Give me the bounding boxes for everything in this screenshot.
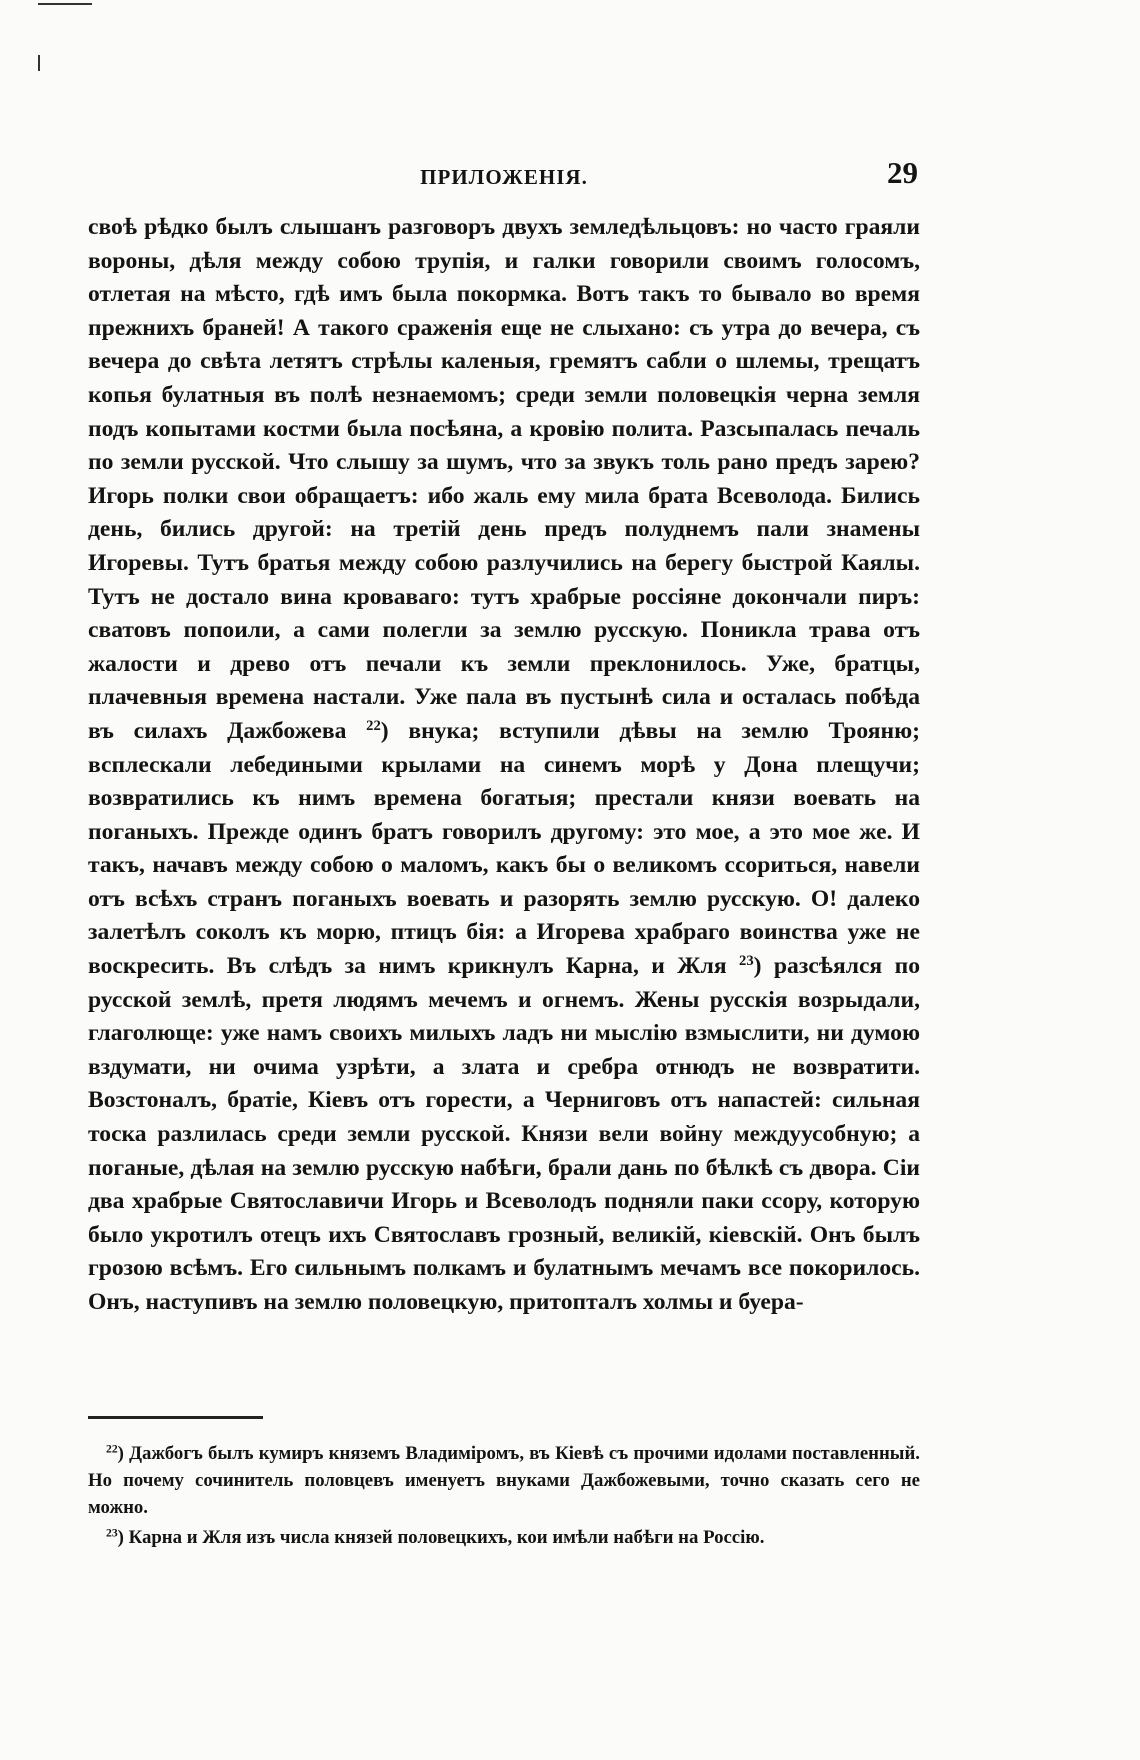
- footnote-separator: [88, 1416, 263, 1419]
- footnote-text: ) Карна и Жля изъ числа князей половецкихъ, кои имѣли набѣги на Россію.: [117, 1527, 765, 1548]
- footnote-marker: 23: [106, 1526, 118, 1540]
- page-number: 29: [887, 155, 918, 190]
- main-text: [88, 211, 920, 1320]
- footnote-text: ) Дажбогъ былъ кумиръ княземъ Владиміромъ, въ Кіевѣ съ прочими идолами поставленный. Но почему сочинитель половцевъ именуетъ внуками Дажбожевыми, точно сказать сего не можно.: [88, 1443, 920, 1518]
- scan-edge-mark: [38, 3, 92, 5]
- footnotes: [88, 1440, 920, 1554]
- running-head: [88, 155, 920, 195]
- footnote-23: [88, 1524, 920, 1551]
- main-text-part-2: ) внука; вступили дѣвы на землю Трояню; всплескали лебедиными крылами на синемъ морѣ у Дона плещучи; возвратились къ нимъ времена богатыя; престали князи воевать на поганыхъ. Прежде одинъ братъ говорилъ другому: это мое, а это мое же. И такъ, начавъ между собою о маломъ, какъ бы о великомъ ссориться, навели отъ всѣхъ странъ поганыхъ воевать и разорять землю русскую. О! далеко залетѣлъ соколъ къ морю, птицъ бія: а Игорева храбраго воинства уже не воскресить. Въ слѣдъ за нимъ крикнулъ Карна, и Жля: [88, 717, 920, 980]
- footnote-marker: 22: [106, 1442, 118, 1456]
- main-text-part-1: своѣ рѣдко былъ слышанъ разговоръ двухъ земледѣльцовъ: но часто граяли вороны, дѣля между собою трупія, и галки говорили своимъ голосомъ, отлетая на мѣсто, гдѣ имъ была покормка. Вотъ такъ то бывало во время прежнихъ браней! А такого сраженія еще не слыхано: съ утра до вечера, съ вечера до свѣта летятъ стрѣлы каленыя, гремятъ сабли о шлемы, трещатъ копья булатныя въ полѣ незнаемомъ; среди земли половецкія черна земля подъ копытами костми была посѣяна, а кровію полита. Разсыпалась печаль по земли русской. Что слышу за шумъ, что за звукъ толь рано предъ зарею? Игорь полки свои обращаетъ: ибо жаль ему мила брата Всеволода. Бились день, бились другой: на третій день предъ полуднемъ пали знамены Игоревы. Тутъ братья между собою разлучились на берегу быстрой Каялы. Тутъ не достало вина кроваваго: тутъ храбрые россіяне докончали пиръ: сватовъ попоили, а сами полегли за землю русскую. Поникла трава отъ жалости и древо отъ печали къ земли преклонилось. Уже, братцы, плачевныя времена настали. Уже пала въ пустынѣ сила и осталась побѣда въ силахъ Дажбожева: [88, 214, 920, 744]
- main-text-part-3: ) разсѣялся по русской землѣ, претя людямъ мечемъ и огнемъ. Жены русскія возрыдали, глаголюще: уже намъ своихъ милыхъ ладъ ни мыслію взмыслити, ни думою вздумати, ни очима узрѣти, а злата и сребра отнюдъ не возвратити. Возстоналъ, братіе, Кіевъ отъ горести, а Черниговъ отъ напастей: сильная тоска разлилась среди земли русской. Князи вели войну междуусобную; а поганые, дѣлая на землю русскую набѣги, брали дань по бѣлкѣ съ двора. Сіи два храбрые Святославичи Игорь и Всеволодъ подняли паки ссору, которую было укротилъ отецъ ихъ Святославъ грозный, великій, кіевскій. Онъ былъ грозою всѣмъ. Его сильнымъ полкамъ и булатнымъ мечамъ все покорилось. Онъ, наступивъ на землю половецкую, притопталъ холмы и буера-: [88, 953, 920, 1315]
- scan-margin-mark: [38, 55, 40, 71]
- footnote-ref-23: 23: [739, 953, 754, 970]
- footnote-22: [88, 1440, 920, 1521]
- footnote-ref-22: 22: [366, 717, 381, 734]
- running-head-title: ПРИЛОЖЕНІЯ.: [420, 165, 588, 189]
